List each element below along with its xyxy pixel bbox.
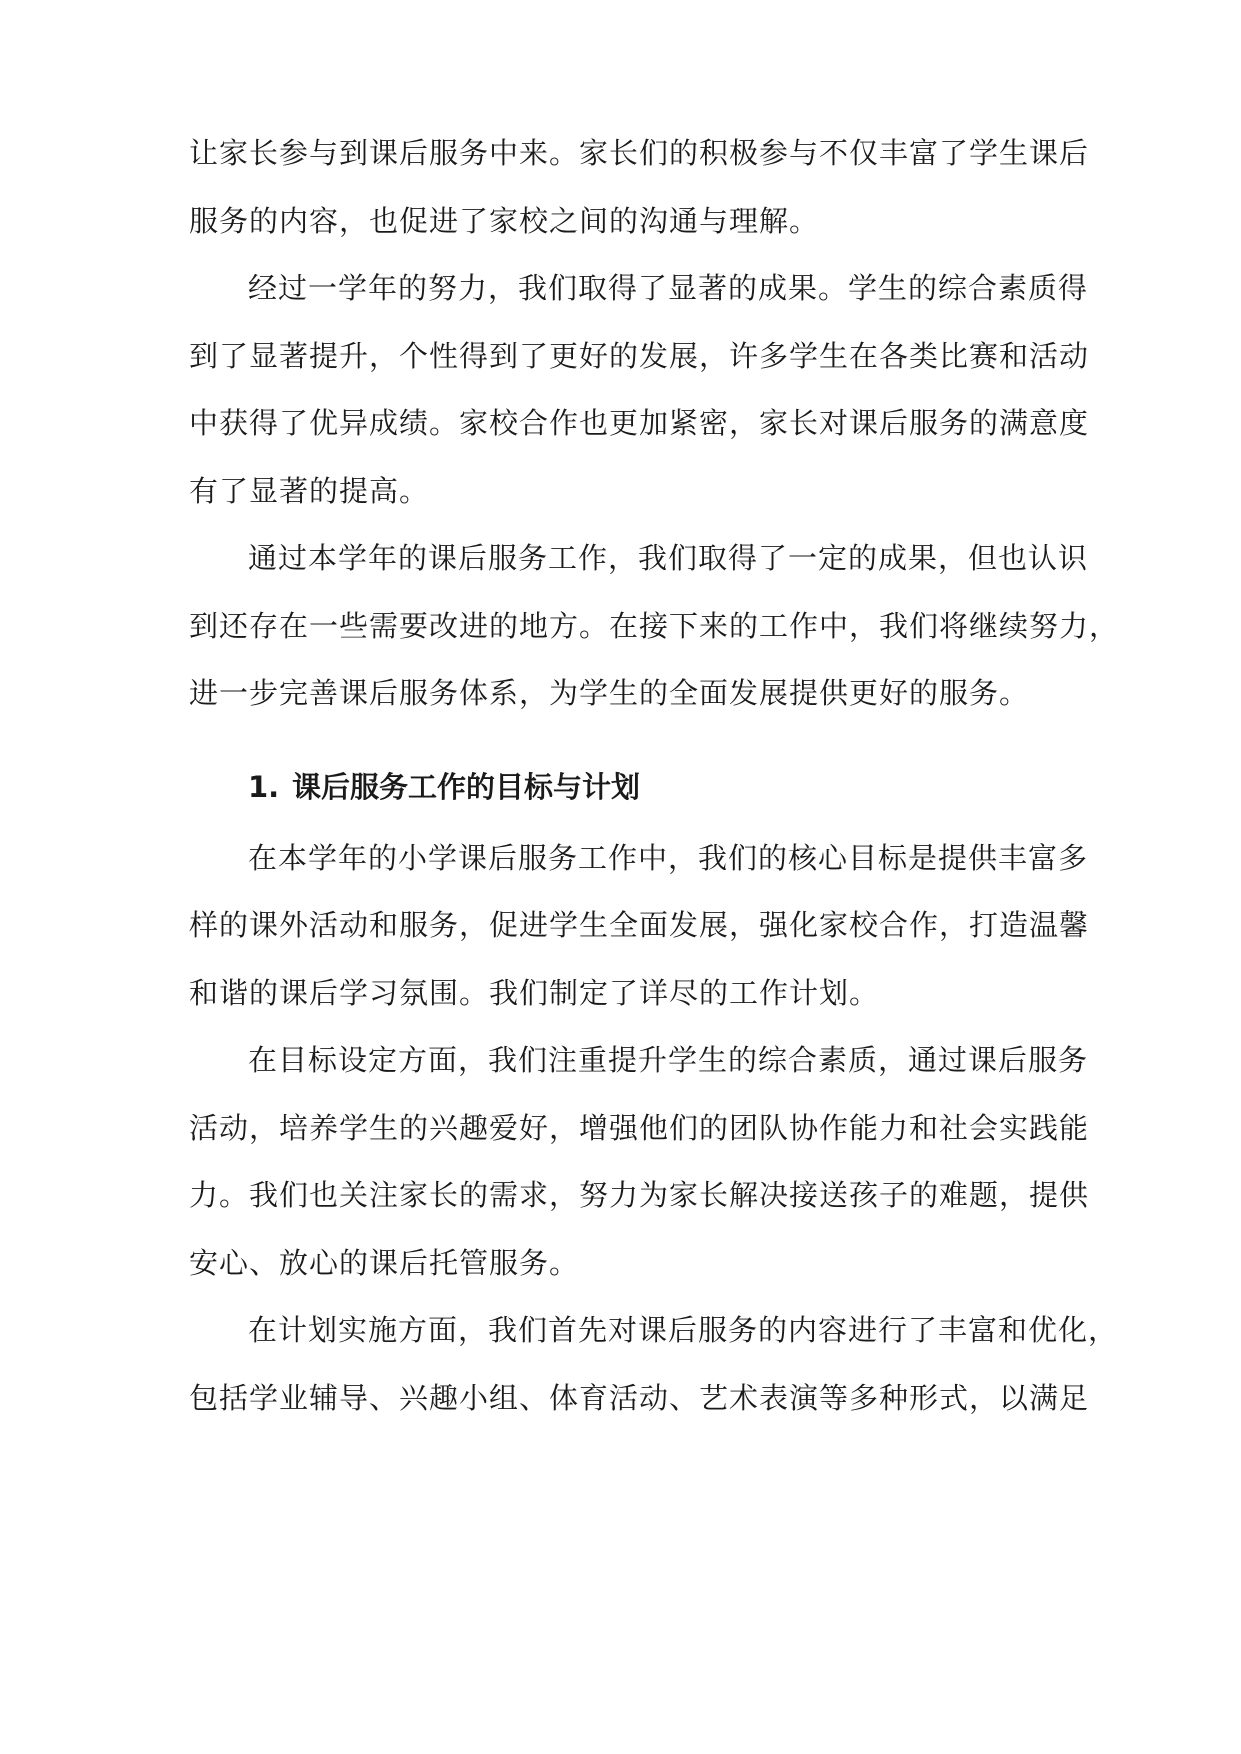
section-number: 1.	[248, 770, 280, 804]
section-title: 课后服务工作的目标与计划	[292, 770, 641, 804]
paragraph-line: 中获得了优异成绩。家校合作也更加紧密，家长对课后服务的满意度	[189, 406, 1090, 440]
paragraph-line: 服务的内容，也促进了家校之间的沟通与理解。	[189, 204, 820, 238]
paragraph-line: 包括学业辅导、兴趣小组、体育活动、艺术表演等多种形式，以满足	[189, 1381, 1090, 1415]
paragraph-line: 有了显著的提高。	[189, 474, 430, 508]
paragraph-line: 在本学年的小学课后服务工作中，我们的核心目标是提供丰富多	[248, 841, 1089, 875]
paragraph-line: 力。我们也关注家长的需求，努力为家长解决接送孩子的难题，提供	[189, 1178, 1090, 1212]
paragraph-line: 进一步完善课后服务体系，为学生的全面发展提供更好的服务。	[189, 676, 1030, 710]
paragraph-line: 样的课外活动和服务，促进学生全面发展，强化家校合作，打造温馨	[189, 908, 1090, 942]
paragraph-line: 安心、放心的课后托管服务。	[189, 1246, 580, 1280]
section-heading	[248, 767, 640, 807]
paragraph-line: 在计划实施方面，我们首先对课后服务的内容进行了丰富和优化，	[248, 1313, 1119, 1347]
paragraph-line: 到了显著提升，个性得到了更好的发展，许多学生在各类比赛和活动	[189, 339, 1090, 373]
paragraph-line: 让家长参与到课后服务中来。家长们的积极参与不仅丰富了学生课后	[189, 136, 1090, 170]
paragraph-line: 活动，培养学生的兴趣爱好，增强他们的团队协作能力和社会实践能	[189, 1111, 1090, 1145]
paragraph-line: 经过一学年的努力，我们取得了显著的成果。学生的综合素质得	[248, 271, 1089, 305]
paragraph-line: 在目标设定方面，我们注重提升学生的综合素质，通过课后服务	[248, 1043, 1089, 1077]
paragraph-line: 通过本学年的课后服务工作，我们取得了一定的成果，但也认识	[248, 541, 1089, 575]
paragraph-line: 和谐的课后学习氛围。我们制定了详尽的工作计划。	[189, 976, 880, 1010]
paragraph-line: 到还存在一些需要改进的地方。在接下来的工作中，我们将继续努力，	[189, 609, 1120, 643]
